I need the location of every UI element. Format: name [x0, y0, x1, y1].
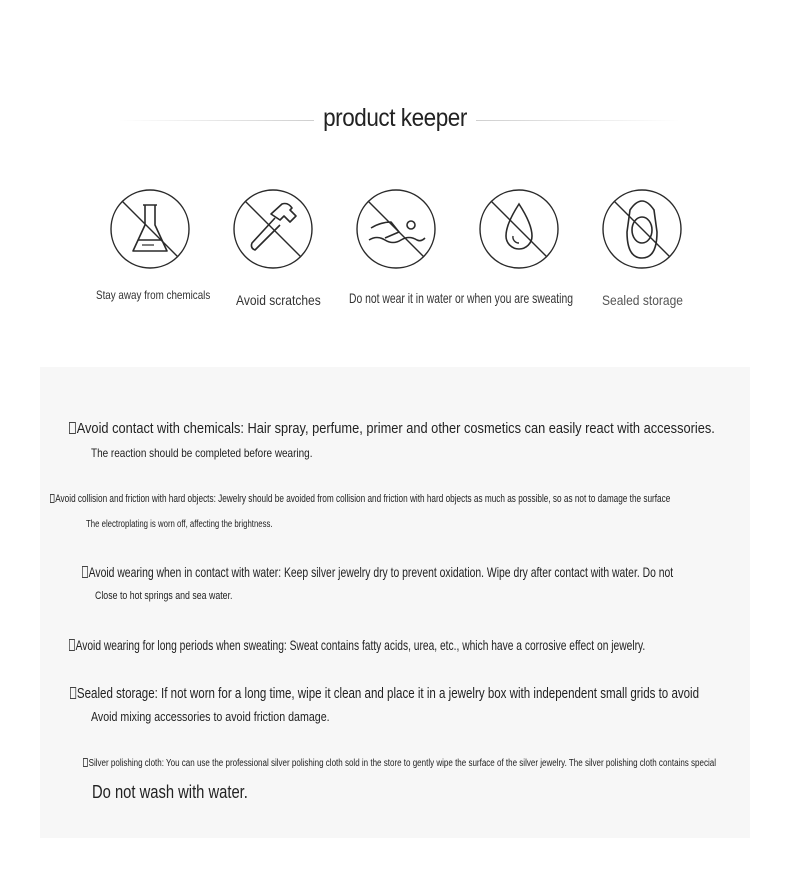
flask-icon — [109, 188, 191, 270]
tip-storage-cont: Avoid mixing accessories to avoid friction damage. — [91, 709, 330, 724]
section-header — [0, 100, 790, 140]
tip-sweating: Avoid wearing for long periods when sweating: Sweat contains fatty acids, urea, etc., which have a corrosive effect on jewelry. — [69, 637, 645, 653]
tip-collision: Avoid collision and friction with hard objects: Jewelry should be avoided from collision and friction with hard objects as much as possible, so as not to damage the surface — [50, 493, 670, 505]
bullet-icon — [70, 687, 76, 699]
title-divider-right — [476, 120, 680, 121]
tip-collision-cont: The electroplating is worn off, affecting the brightness. — [86, 519, 273, 530]
hammer-icon — [232, 188, 314, 270]
tip-chemicals-cont: The reaction should be completed before wearing. — [91, 446, 313, 460]
bullet-icon — [83, 758, 88, 767]
care-icons-row — [0, 188, 790, 278]
label-scratches: Avoid scratches — [236, 292, 321, 308]
tip-polishing: Silver polishing cloth: You can use the professional silver polishing cloth sold in the store to gently wipe the surface of the silver jewelry. The silver polishing cloth contains special — [83, 758, 716, 769]
tip-storage: Sealed storage: If not worn for a long time, wipe it clean and place it in a jewelry box with independent small grids to avoid — [70, 685, 699, 702]
tip-polishing-cont: Do not wash with water. — [92, 782, 248, 802]
bullet-icon — [82, 566, 88, 578]
label-chemicals: Stay away from chemicals — [96, 288, 211, 302]
water-drop-icon — [478, 188, 560, 270]
bullet-icon — [69, 422, 76, 434]
page-title: product keeper — [323, 104, 467, 132]
swimmer-icon — [355, 188, 437, 270]
bullet-icon — [50, 494, 54, 503]
label-water: Do not wear it in water or when you are sweating — [349, 290, 574, 306]
tip-water-cont: Close to hot springs and sea water. — [95, 590, 233, 602]
tip-chemicals: Avoid contact with chemicals: Hair spray, perfume, primer and other cosmetics can easily react with accessories. — [69, 420, 715, 437]
bullet-icon — [69, 639, 75, 651]
tip-water: Avoid wearing when in contact with water: Keep silver jewelry dry to prevent oxidation. Wipe dry after contact with water. Do not — [82, 564, 673, 580]
ring-icon — [601, 188, 683, 270]
label-storage: Sealed storage — [602, 292, 684, 308]
